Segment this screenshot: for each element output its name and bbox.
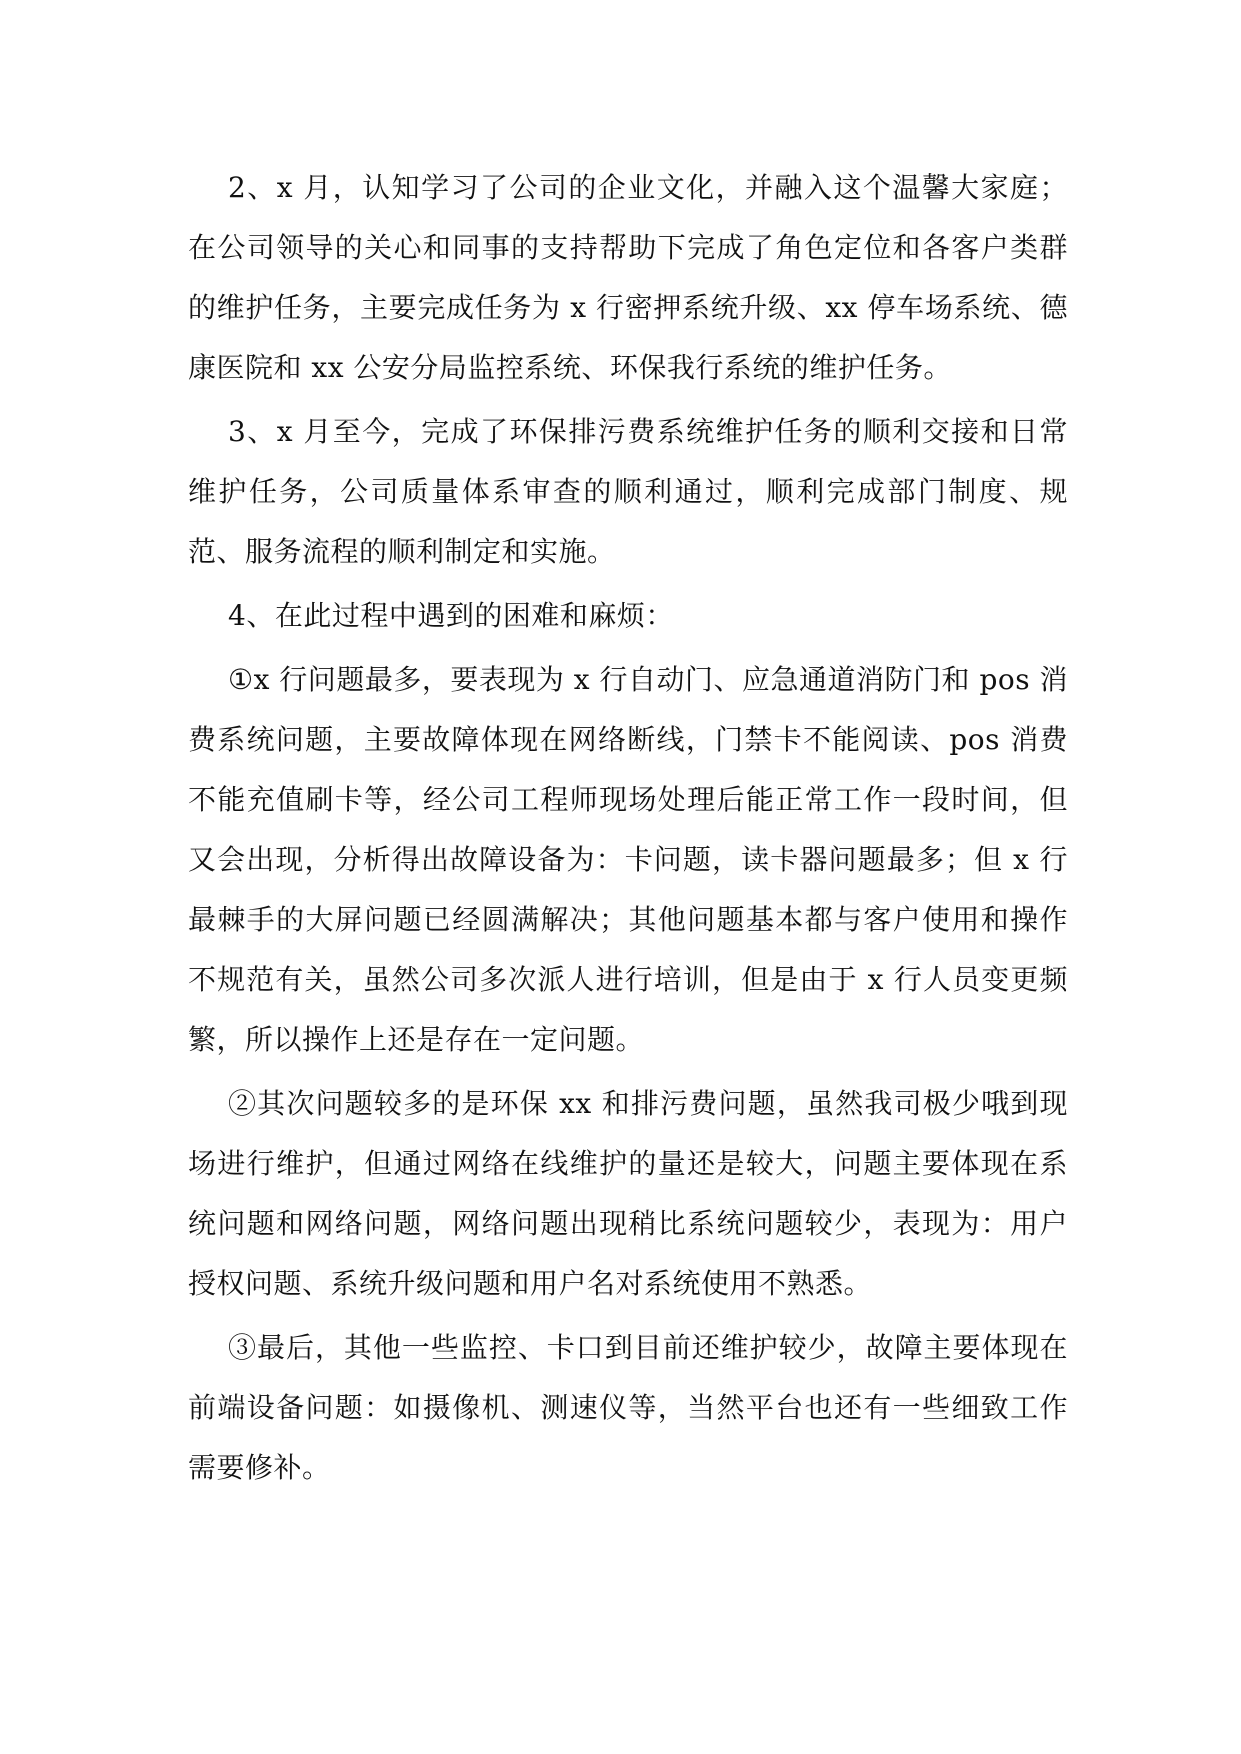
paragraph-3: 3、x 月至今，完成了环保排污费系统维护任务的顺利交接和日常维护任务，公司质量体系审查的顺利通过，顺利完成部门制度、规范、服务流程的顺利制定和实施。: [188, 415, 1068, 568]
paragraph-issue-3: ③最后，其他一些监控、卡口到目前还维护较少，故障主要体现在前端设备问题：如摄像机、测速仪等，当然平台也还有一些细致工作需要修补。: [188, 1331, 1068, 1484]
paragraph-4-heading: 4、在此过程中遇到的困难和麻烦：: [228, 599, 674, 632]
paragraph-issue-1: ①x 行问题最多，要表现为 x 行自动门、应急通道消防门和 pos 消费系统问题，主要故障体现在网络断线，门禁卡不能阅读、pos 消费不能充值刷卡等，经公司工程师现场处理后能正常工作一段时间，但又会出现，分析得出故障设备为：卡问题，读卡器问题最多；但 x 行最棘手的大屏问题已经圆满解决；其他问题基本都与客户使用和操作不规范有关，虽然公司多次派人进行培训，但是由于 x 行人员变更频繁，所以操作上还是存在一定问题。: [188, 663, 1068, 1056]
paragraph-issue-2: ②其次问题较多的是环保 xx 和排污费问题，虽然我司极少哦到现场进行维护，但通过网络在线维护的量还是较大，问题主要体现在系统问题和网络问题，网络问题出现稍比系统问题较少，表现为：用户授权问题、系统升级问题和用户名对系统使用不熟悉。: [188, 1087, 1068, 1300]
paragraph-2: 2、x 月，认知学习了公司的企业文化，并融入这个温馨大家庭；在公司领导的关心和同事的支持帮助下完成了角色定位和各客户类群的维护任务，主要完成任务为 x 行密押系统升级、xx 停车场系统、德康医院和 xx 公安分局监控系统、环保我行系统的维护任务。: [188, 171, 1068, 384]
document-body: [188, 158, 1068, 1498]
